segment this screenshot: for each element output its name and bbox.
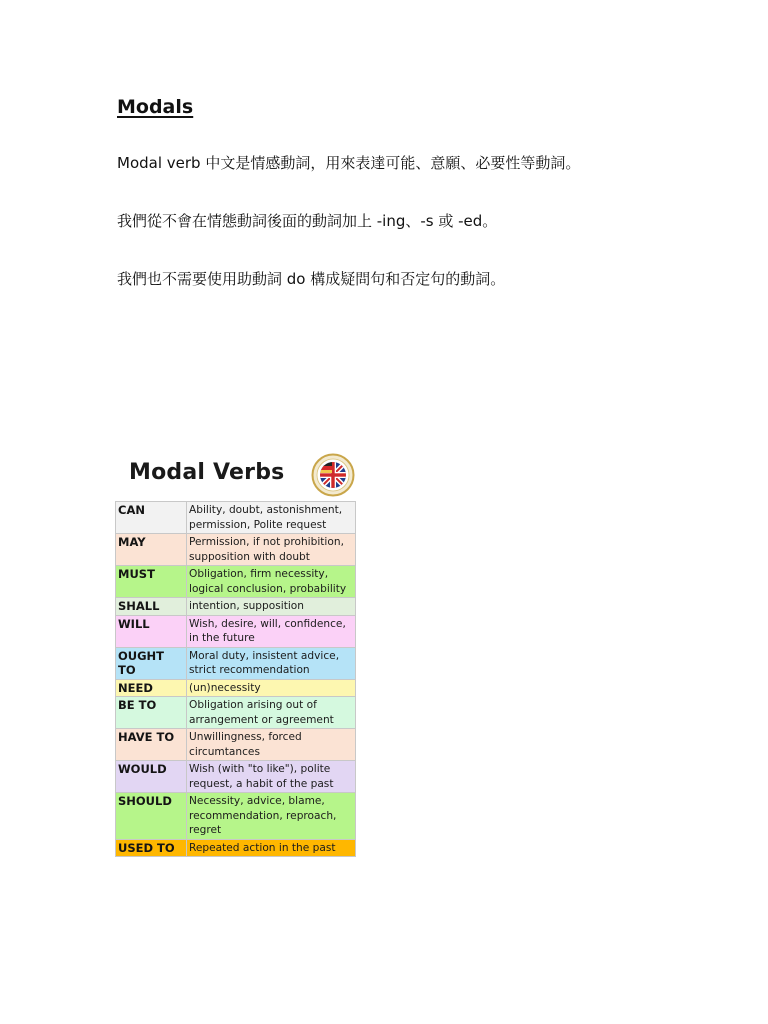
table-row: [116, 647, 356, 679]
modal-meaning-cell: intention, supposition: [187, 598, 356, 616]
modal-verb-cell: HAVE TO: [116, 729, 187, 761]
table-row: [116, 793, 356, 840]
modal-verb-cell: MUST: [116, 566, 187, 598]
modal-meaning-cell: Unwillingness, forced circumtances: [187, 729, 356, 761]
table-row: [116, 839, 356, 857]
table-row: [116, 566, 356, 598]
modal-verb-cell: SHALL: [116, 598, 187, 616]
table-row: [116, 761, 356, 793]
table-row: [116, 502, 356, 534]
modal-meaning-cell: Wish (with "to like"), polite request, a habit of the past: [187, 761, 356, 793]
table-row: [116, 615, 356, 647]
modal-meaning-cell: Permission, if not prohibition, supposition with doubt: [187, 534, 356, 566]
table-row: [116, 729, 356, 761]
modal-meaning-cell: Obligation, firm necessity, logical conclusion, probability: [187, 566, 356, 598]
modal-verb-cell: CAN: [116, 502, 187, 534]
document-title: Modals: [117, 96, 194, 118]
table-row: [116, 679, 356, 697]
modal-meaning-cell: Wish, desire, will, confidence, in the future: [187, 615, 356, 647]
paragraph-modal-definition: Modal verb 中文是情感動詞，用來表達可能、意願、必要性等動詞。: [117, 154, 581, 172]
modal-verb-cell: WILL: [116, 615, 187, 647]
modal-verb-cell: SHOULD: [116, 793, 187, 840]
modal-verb-cell: BE TO: [116, 697, 187, 729]
union-jack-seal-logo-icon: [309, 453, 357, 497]
modal-meaning-cell: Necessity, advice, blame, recommendation, reproach, regret: [187, 793, 356, 840]
modal-meaning-cell: Repeated action in the past: [187, 839, 356, 857]
modal-meaning-cell: Obligation arising out of arrangement or agreement: [187, 697, 356, 729]
modal-verb-cell: NEED: [116, 679, 187, 697]
paragraph-no-do-rule: 我們也不需要使用助動詞 do 構成疑問句和否定句的動詞。: [117, 270, 506, 288]
modal-verb-cell: USED TO: [116, 839, 187, 857]
modal-verb-cell: OUGHT TO: [116, 647, 187, 679]
modal-meaning-cell: Moral duty, insistent advice, strict recommendation: [187, 647, 356, 679]
modal-verb-cell: WOULD: [116, 761, 187, 793]
figure-title: Modal Verbs: [129, 460, 285, 485]
modal-verb-cell: MAY: [116, 534, 187, 566]
table-row: [116, 598, 356, 616]
modal-meaning-cell: (un)necessity: [187, 679, 356, 697]
modal-meaning-cell: Ability, doubt, astonishment, permission, Polite request: [187, 502, 356, 534]
table-row: [116, 534, 356, 566]
paragraph-no-suffix-rule: 我們從不會在情態動詞後面的動詞加上 -ing、-s 或 -ed。: [117, 212, 498, 230]
modal-verbs-figure: [115, 450, 360, 900]
modal-verbs-table: [115, 501, 356, 857]
table-row: [116, 697, 356, 729]
